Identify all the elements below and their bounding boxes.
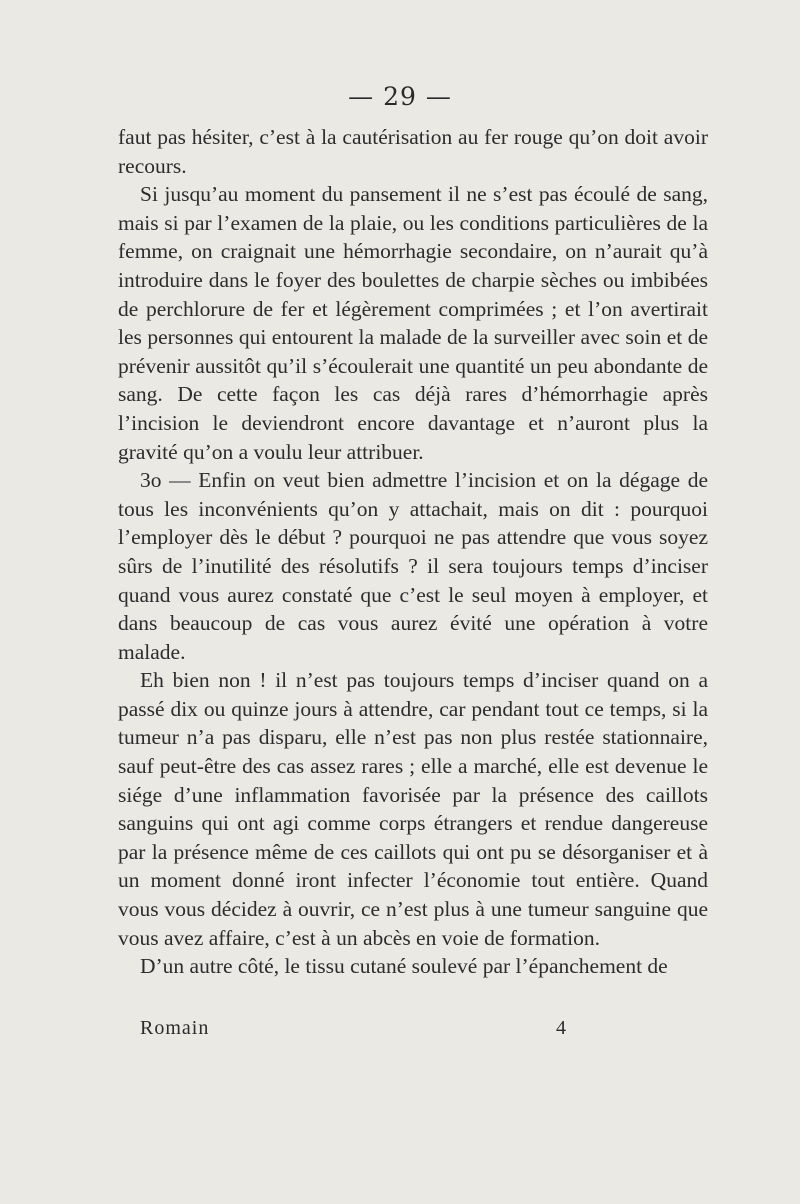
page-number-header: — 29 — (348, 82, 452, 111)
paragraph-3: 3o — Enfin on veut bien admettre l’incision et on la dégage de tous les inconvénients qu’on y attachait, mais on dit : pourquoi l’employer dès le début ? pourquoi ne pas attendre que vous soyez sûrs de l’inutilité des résolutifs ? il sera toujours temps d’inciser quand vous aurez constaté que c’est le seul moyen à employer, et dans beaucoup de cas vous aurez évité une opération à votre malade. (118, 468, 708, 664)
body-text (118, 123, 708, 981)
paragraph-5: D’un autre côté, le tissu cutané soulevé par l’épanchement de (140, 954, 668, 979)
paragraph-2: Si jusqu’au moment du pansement il ne s’est pas écoulé de sang, mais si par l’examen de la plaie, ou les conditions particulières de la femme, on craignait une hémorrhagie secondaire, on n’aurait qu’à introduire dans le foyer des boulettes de charpie sèches ou imbibées de perchlorure de fer et légèrement comprimées ; et l’on avertirait les personnes qui entourent la malade de la surveiller avec soin et de prévenir aussitôt qu’il s’écoulerait une quantité un peu abondante de sang. De cette façon les cas déjà rares d’hémorrhagie après l’incision le deviendront encore davantage et n’auront plus la gravité qu’on a voulu leur attribuer. (118, 182, 708, 464)
signature-number: 4 (556, 1017, 566, 1039)
paragraph-1: faut pas hésiter, c’est à la cautérisation au fer rouge qu’on doit avoir recours. (118, 125, 708, 178)
paragraph-4: Eh bien non ! il n’est pas toujours temps d’inciser quand on a passé dix ou quinze jours à attendre, car pendant tout ce temps, si la tumeur n’a pas disparu, elle n’est pas non plus restée stationnaire, sauf peut-être des cas assez rares ; elle a marché, elle est devenue le siége d’une inflammation favorisée par la présence des caillots sanguins qui ont agi comme corps étrangers et rendue dangereuse par la présence même de ces caillots qui ont pu se désorganiser et à un moment donné iront infecter l’économie tout entière. Quand vous vous décidez à ouvrir, ce n’est plus à une tumeur sanguine que vous avez affaire, c’est à un abcès en voie de formation. (118, 668, 708, 950)
signature-author: Romain (140, 1017, 210, 1039)
